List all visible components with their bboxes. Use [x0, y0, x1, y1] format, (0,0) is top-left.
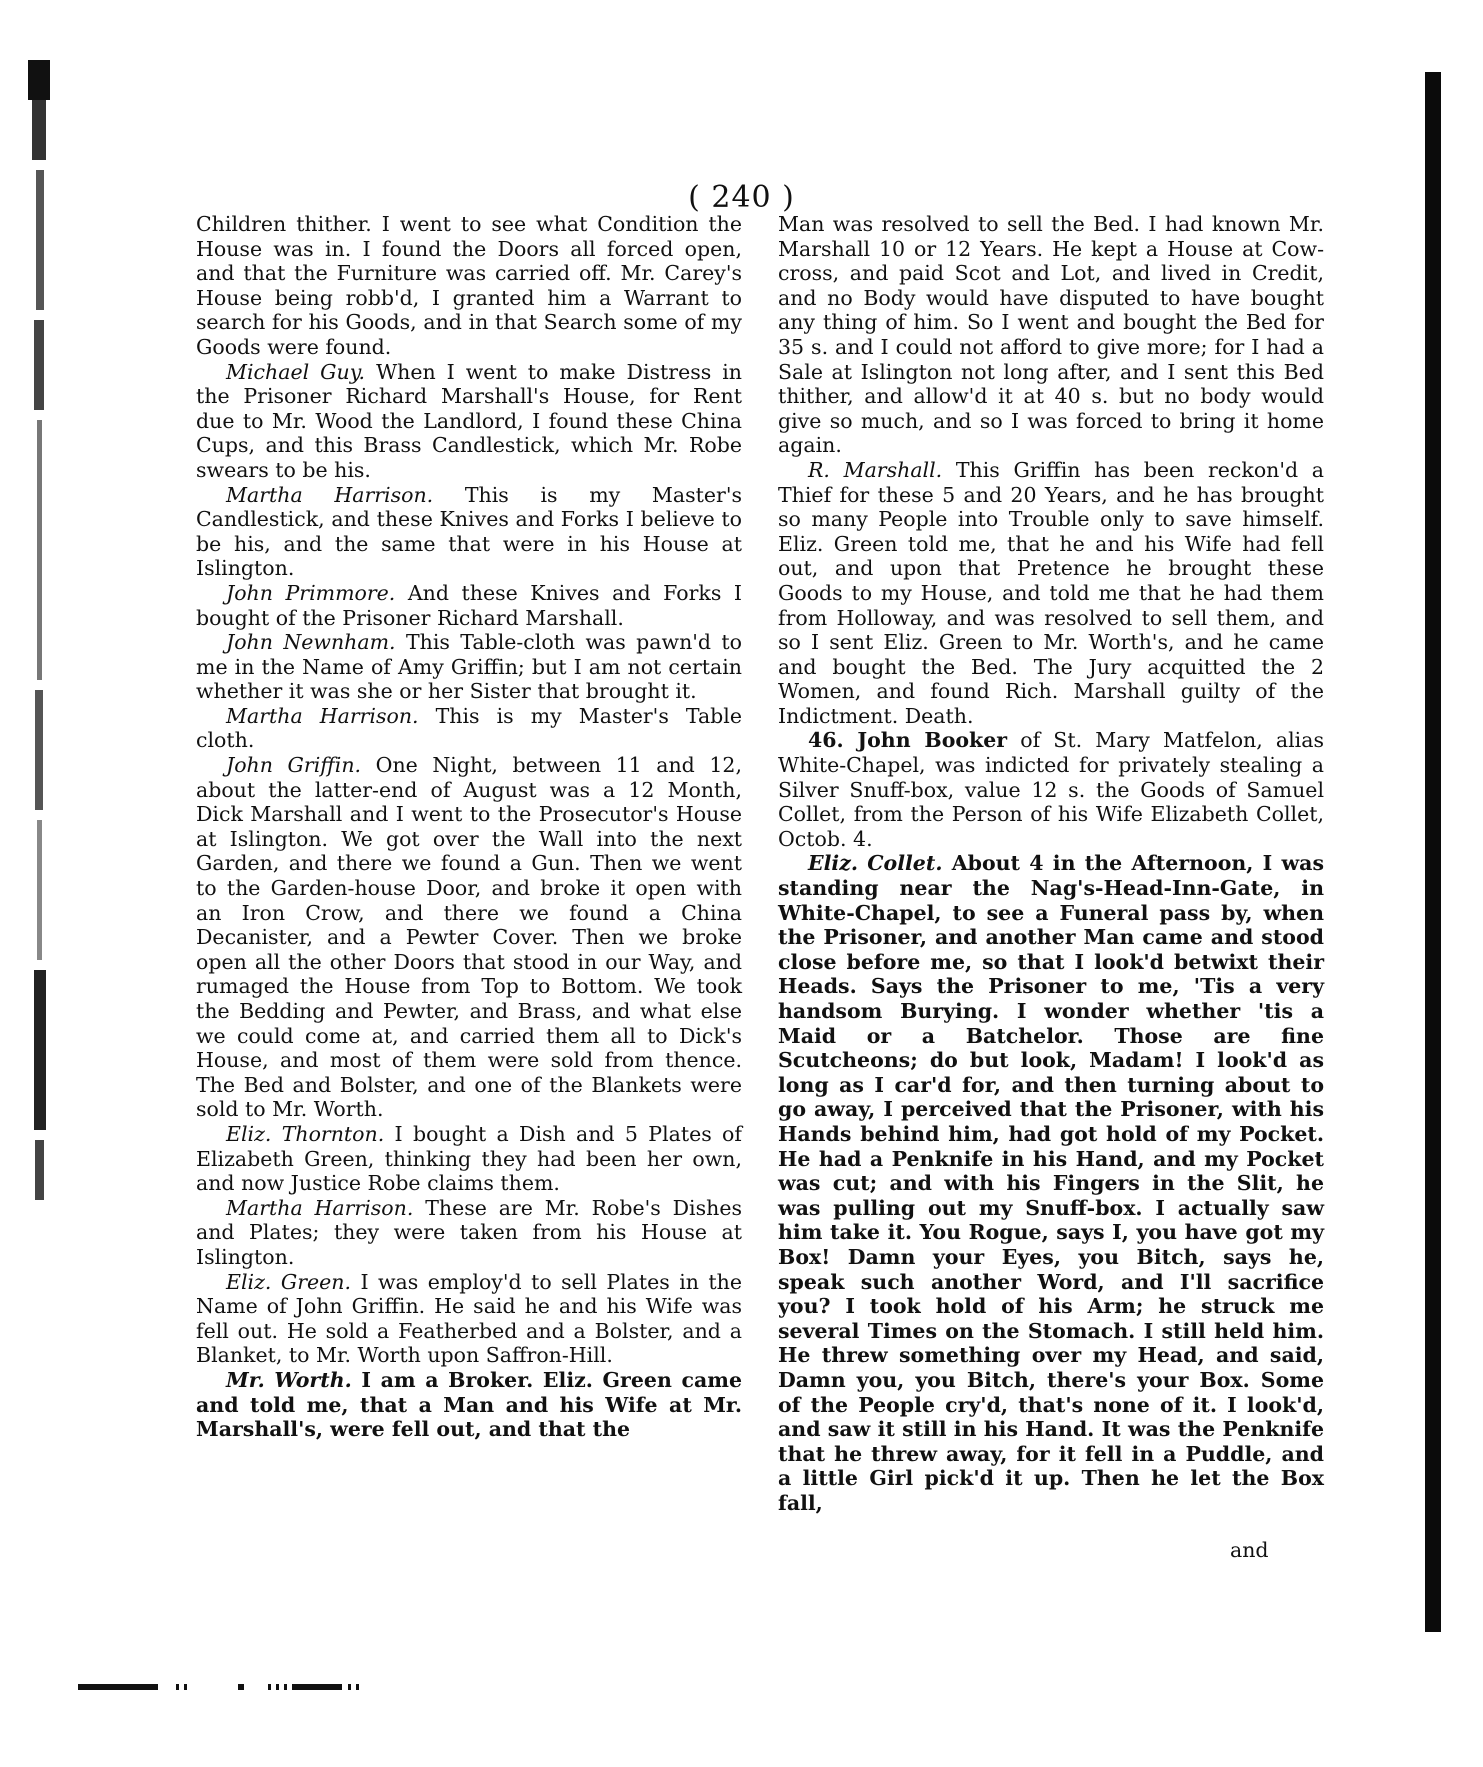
paragraph: [196, 1270, 742, 1368]
paragraph: [196, 483, 742, 581]
paragraph: [196, 704, 742, 753]
paragraph-text: This is my Master's Table cloth.: [196, 703, 742, 753]
speaker-name: Martha Harrison.: [226, 703, 419, 728]
left-column: [196, 212, 742, 1442]
speaker-name: Eliz. Thornton.: [226, 1121, 385, 1146]
paragraph: [778, 851, 1324, 1515]
speaker-name: Michael Guy.: [226, 359, 366, 384]
speaker-name: Eliz. Collet.: [808, 851, 943, 876]
left-margin-scan-shadow: [20, 60, 56, 1200]
paragraph-text: of St. Mary Matfelon, alias White-Chapel, was indicted for privately stealing a Silver Snuff-box, value 12 s. the Goods of Samuel Collet, from the Person of his Wife Elizabeth Collet, Octob. 4.: [778, 728, 1324, 851]
catchword: and: [1230, 1538, 1269, 1562]
paragraph: [778, 728, 1324, 851]
paragraph: [196, 630, 742, 704]
speaker-name: John Primmore.: [226, 580, 396, 605]
paragraph: [196, 1196, 742, 1270]
speaker-name: John Griffin.: [226, 753, 362, 778]
paragraph-text: One Night, between 11 and 12, about the latter-end of August was a 12 Month, Dick Marshall and I went to the Prosecutor's House at Islington. We got over the Wall into the next Garden, and there we found a Gun. Then we went to the Garden-house Door, and broke it open with an Iron Crow, and there we found a China Decanister, and a Pewter Cover. Then we broke open all the other Doors that stood in our Way, and rumaged the House from Top to Bottom. We took the Bedding and Pewter, and Brass, and what else we could come at, and carried them all to Dick's House, and most of them were sold from thence. The Bed and Bolster, and one of the Blankets were sold to Mr. Worth.: [196, 753, 742, 1122]
paragraph: [196, 360, 742, 483]
bottom-scan-marks: [78, 1682, 398, 1692]
paragraph-text: I was employ'd to sell Plates in the Name of John Griffin. He said he and his Wife was fell out. He sold a Featherbed and a Bolster, and a Blanket, to Mr. Worth upon Saffron-Hill.: [196, 1269, 742, 1368]
paragraph: [778, 458, 1324, 729]
speaker-name: Eliz. Green.: [226, 1269, 351, 1294]
speaker-name: Martha Harrison.: [226, 1195, 414, 1220]
speaker-name: Mr. Worth.: [226, 1367, 352, 1392]
paragraph-text: Man was resolved to sell the Bed. I had known Mr. Marshall 10 or 12 Years. He kept a House at Cow-cross, and paid Scot and Lot, and lived in Credit, and no Body would have disputed to have bought any thing of him. So I went and bought the Bed for 35 s. and I could not afford to give more; for I had a Sale at Islington not long after, and I sent this Bed thither, and allow'd it at 40 s. but no body would give so much, and so I was forced to bring it home again.: [778, 212, 1324, 458]
paragraph-text: This is my Master's Candlestick, and these Knives and Forks I believe to be his, and the same that were in his House at Islington.: [196, 482, 742, 581]
paragraph: [196, 212, 742, 360]
paragraph: [196, 1122, 742, 1196]
case-heading: 46. John Booker: [808, 728, 1008, 753]
right-column: [778, 212, 1324, 1515]
paragraph-text: I am a Broker. Eliz. Green came and told me, that a Man and his Wife at Mr. Marshall's, were fell out, and that the: [196, 1367, 742, 1442]
paragraph-text: This Griffin has been reckon'd a Thief for these 5 and 20 Years, and he has brought so many People into Trouble only to save himself. Eliz. Green told me, that he and his Wife had fell out, and upon that Pretence he brought these Goods to my House, and told me that he had them from Holloway, and was resolved to sell them, and so I sent Eliz. Green to Mr. Worth's, and he came and bought the Bed. The Jury acquitted the 2 Women, and found Rich. Marshall guilty of the Indictment. Death.: [778, 457, 1324, 728]
paragraph: [196, 1368, 742, 1442]
paragraph-text: These are Mr. Robe's Dishes and Plates; they were taken from his House at Islington.: [196, 1195, 742, 1269]
paragraph: [778, 212, 1324, 458]
paragraph-text: This Table-cloth was pawn'd to me in the Name of Amy Griffin; but I am not certain whether it was she or her Sister that brought it.: [196, 630, 742, 704]
paragraph: [196, 581, 742, 630]
right-margin-scan-bar: [1425, 72, 1441, 1632]
speaker-name: Martha Harrison.: [226, 482, 434, 507]
paragraph: [196, 753, 742, 1122]
paragraph-text: When I went to make Distress in the Prisoner Richard Marshall's House, for Rent due to Mr. Wood the Landlord, I found these China Cups, and this Brass Candlestick, which Mr. Robe swears to be his.: [196, 359, 742, 482]
page-number: ( 240 ): [688, 180, 795, 215]
paragraph-text: Children thither. I went to see what Condition the House was in. I found the Doors all forced open, and that the Furniture was carried off. Mr. Carey's House being robb'd, I granted him a Warrant to search for his Goods, and in that Search some of my Goods were found.: [196, 212, 742, 359]
paragraph-text: About 4 in the Afternoon, I was standing near the Nag's-Head-Inn-Gate, in White-Chapel, to see a Funeral pass by, when the Prisoner, and another Man came and stood close before me, so that I look'd betwixt their Heads. Says the Prisoner to me, 'Tis a very handsom Burying. I wonder whether 'tis a Maid or a Batchelor. Those are fine Scutcheons; do but look, Madam! I look'd as long as I car'd for, and then turning about to go away, I perceived that the Prisoner, with his Hands behind him, had got hold of my Pocket. He had a Penknife in his Hand, and my Pocket was cut; and with his Fingers in the Slit, he was pulling out my Snuff-box. I actually saw him take it. You Rogue, says I, you have got my Box! Damn your Eyes, you Bitch, says he, speak such another Word, and I'll sacrifice you? I took hold of his Arm; he struck me several Times on the Stomach. I still held him. He threw something over my Head, and said, Damn you, you Bitch, there's your Box. Some of the People cry'd, that's none of it. I look'd, and saw it still in his Hand. It was the Penknife that he threw away, for it fell in a Puddle, and a little Girl pick'd it up. Then he let the Box fall,: [778, 851, 1324, 1515]
paragraph-text: I bought a Dish and 5 Plates of Elizabeth Green, thinking they had been her own, and now Justice Robe claims them.: [196, 1121, 742, 1196]
speaker-name: R. Marshall.: [808, 457, 943, 482]
paragraph-text: And these Knives and Forks I bought of the Prisoner Richard Marshall.: [196, 580, 742, 630]
speaker-name: John Newnham.: [226, 630, 396, 655]
